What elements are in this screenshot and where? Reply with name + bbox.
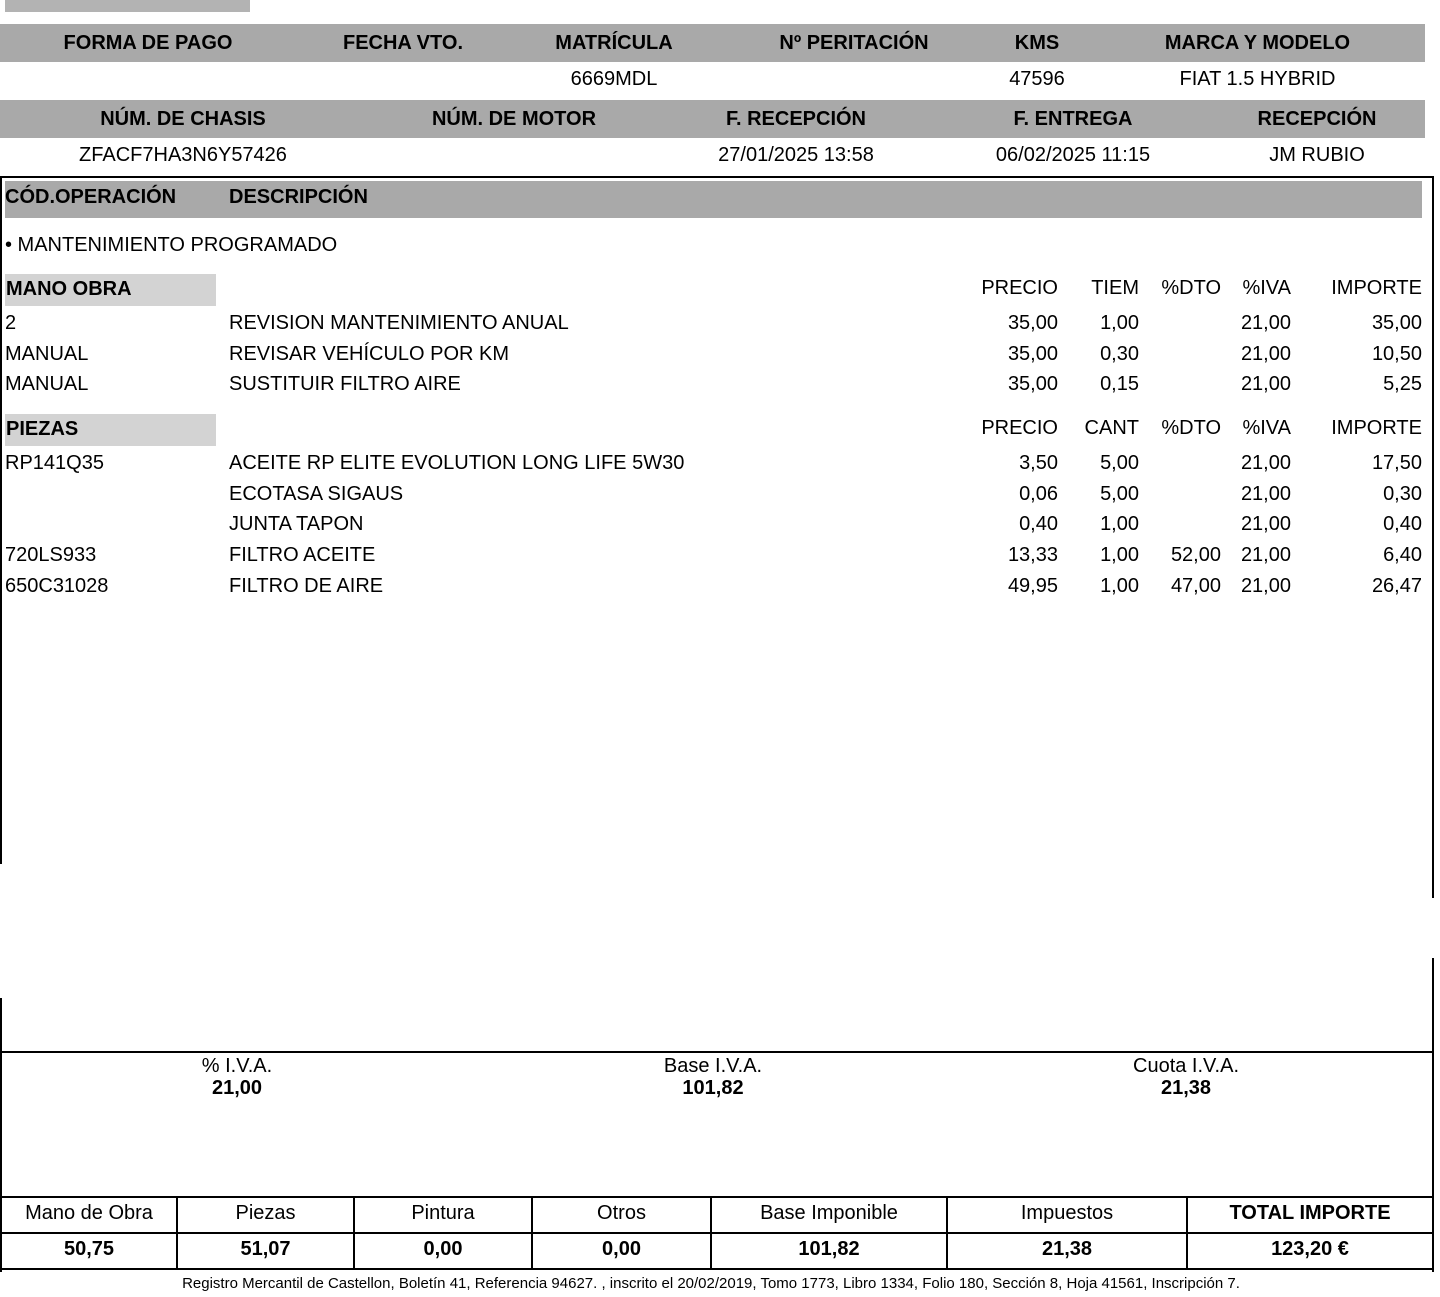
row-precio: 13,33 [1007,544,1058,566]
vat-base-value: 101,82 [682,1077,744,1099]
row-qty: 5,00 [1100,483,1139,505]
total-impuestos-value: 21,38 [1041,1238,1093,1260]
parts-col-cantidad: CANT [1084,417,1139,439]
header-motor: NÚM. DE MOTOR [431,108,597,130]
row-importe: 26,47 [1371,575,1422,597]
labor-row [0,372,1440,396]
row-precio: 0,06 [1019,483,1058,505]
row-desc: ECOTASA SIGAUS [229,483,404,505]
labor-col-precio: PRECIO [981,277,1058,299]
footer-registry: Registro Mercantil de Castellon, Boletín 41, Referencia 94627. , inscrito el 20/02/2019, Tomo 1773, Libro 1334, Folio 180, Sección 8, Hoja 41561, Inscripción 7. [182,1275,1240,1292]
row-iva: 21,00 [1240,373,1291,395]
row-qty: 1,00 [1100,513,1139,535]
frame-top-line [0,176,1434,178]
row-iva: 21,00 [1240,312,1291,334]
total-base-imponible-label: Base Imponible [760,1202,898,1224]
total-importe-label: TOTAL IMPORTE [1229,1202,1391,1224]
row-dto: 47,00 [1170,575,1221,597]
total-mano-obra-label: Mano de Obra [25,1202,153,1224]
parts-column-headers [0,416,1440,440]
header-forma-pago: FORMA DE PAGO [63,32,233,54]
header-kms: KMS [1014,32,1060,54]
total-pintura-label: Pintura [411,1202,475,1224]
row-precio: 35,00 [1007,343,1058,365]
total-otros-value: 0,00 [602,1238,641,1260]
total-importe-value: 123,20 € [1271,1238,1349,1260]
row-importe: 17,50 [1371,452,1422,474]
header-fecha-vto: FECHA VTO. [342,32,463,54]
header-chasis: NÚM. DE CHASIS [100,108,266,130]
row-qty: 1,00 [1100,312,1139,334]
row-importe: 6,40 [1383,544,1422,566]
header-marca-modelo: MARCA Y MODELO [1164,32,1351,54]
parts-col-iva: %IVA [1242,417,1291,439]
header-peritacion: Nº PERITACIÓN [779,32,929,54]
frame-left-lower [0,998,2,1272]
value-kms: 47596 [1009,68,1065,90]
row-code: 720LS933 [5,544,97,566]
labor-col-dto: %DTO [1161,277,1221,299]
total-pintura-value: 0,00 [423,1238,463,1260]
value-matricula: 6669MDL [570,68,658,90]
row-importe: 10,50 [1371,343,1422,365]
parts-row [0,543,1440,567]
total-piezas-value: 51,07 [240,1238,291,1260]
row-qty: 0,15 [1100,373,1139,395]
row-precio: 35,00 [1007,312,1058,334]
parts-row [0,451,1440,475]
row-precio: 3,50 [1019,452,1058,474]
labor-col-iva: %IVA [1242,277,1291,299]
labor-column-headers [0,276,1440,300]
row-importe: 0,30 [1383,483,1422,505]
total-impuestos-label: Impuestos [1020,1202,1114,1224]
parts-col-precio: PRECIO [981,417,1058,439]
header-matricula: MATRÍCULA [555,32,673,54]
total-piezas-label: Piezas [235,1202,296,1224]
row-desc: REVISION MANTENIMIENTO ANUAL [229,312,569,334]
row-desc: FILTRO DE AIRE [229,575,384,597]
row-code: RP141Q35 [5,452,104,474]
row-qty: 1,00 [1100,544,1139,566]
row-iva: 21,00 [1240,343,1291,365]
parts-col-dto: %DTO [1161,417,1221,439]
col-cod-operacion: CÓD.OPERACIÓN [5,186,177,208]
totals-bottom-line [0,1268,1434,1270]
vat-cuota-value: 21,38 [1160,1077,1212,1099]
group-title: • MANTENIMIENTO PROGRAMADO [5,234,338,256]
labor-title: MANO OBRA [6,278,132,300]
parts-row [0,574,1440,598]
labor-col-tiempo: TIEM [1091,277,1139,299]
row-code: MANUAL [5,373,89,395]
reception-header-band [0,100,1425,138]
row-code: MANUAL [5,343,89,365]
row-precio: 49,95 [1007,575,1058,597]
parts-row [0,482,1440,506]
row-precio: 35,00 [1007,373,1058,395]
row-iva: 21,00 [1240,544,1291,566]
vat-top-line [0,1051,1434,1053]
row-importe: 0,40 [1383,513,1422,535]
totals-top-line [0,1196,1434,1198]
value-recepcion: JM RUBIO [1269,144,1365,166]
vat-pct-label: % I.V.A. [201,1055,273,1077]
row-precio: 0,40 [1019,513,1058,535]
row-code: 2 [5,312,17,334]
total-otros-label: Otros [597,1202,646,1224]
total-mano-obra-value: 50,75 [63,1238,115,1260]
frame-right-lower [1432,958,1434,1272]
row-importe: 5,25 [1383,373,1422,395]
labor-row [0,311,1440,335]
row-qty: 1,00 [1100,575,1139,597]
col-descripcion: DESCRIPCIÓN [229,186,368,208]
labor-row [0,342,1440,366]
header-recepcion: RECEPCIÓN [1257,108,1377,130]
row-desc: FILTRO ACEITE [229,544,376,566]
value-marca-modelo: FIAT 1.5 HYBRID [1179,68,1336,90]
row-iva: 21,00 [1240,483,1291,505]
parts-row [0,512,1440,536]
row-desc: JUNTA TAPON [229,513,364,535]
row-iva: 21,00 [1240,452,1291,474]
operations-header-band [5,181,1422,218]
row-iva: 21,00 [1240,513,1291,535]
row-qty: 0,30 [1100,343,1139,365]
value-f-recepcion: 27/01/2025 13:58 [718,144,874,166]
value-f-entrega: 06/02/2025 11:15 [995,144,1151,166]
header-f-entrega: F. ENTREGA [1013,108,1133,130]
parts-title: PIEZAS [6,418,79,440]
parts-col-importe: IMPORTE [1331,417,1422,439]
row-desc: ACEITE RP ELITE EVOLUTION LONG LIFE 5W30 [229,452,685,474]
header-f-recepcion: F. RECEPCIÓN [725,108,867,130]
row-code: 650C31028 [5,575,109,597]
row-dto: 52,00 [1170,544,1221,566]
labor-col-importe: IMPORTE [1331,277,1422,299]
top-band [5,0,250,12]
vat-pct-value: 21,00 [211,1077,263,1099]
row-desc: SUSTITUIR FILTRO AIRE [229,373,461,395]
vat-base-label: Base I.V.A. [663,1055,763,1077]
vehicle-header-band [0,24,1425,62]
total-base-imponible-value: 101,82 [798,1238,860,1260]
row-iva: 21,00 [1240,575,1291,597]
totals-mid-line [0,1232,1434,1234]
vat-cuota-label: Cuota I.V.A. [1133,1055,1239,1077]
row-desc: REVISAR VEHÍCULO POR KM [229,343,510,365]
value-chasis: ZFACF7HA3N6Y57426 [79,144,287,166]
row-importe: 35,00 [1371,312,1422,334]
row-qty: 5,00 [1100,452,1139,474]
